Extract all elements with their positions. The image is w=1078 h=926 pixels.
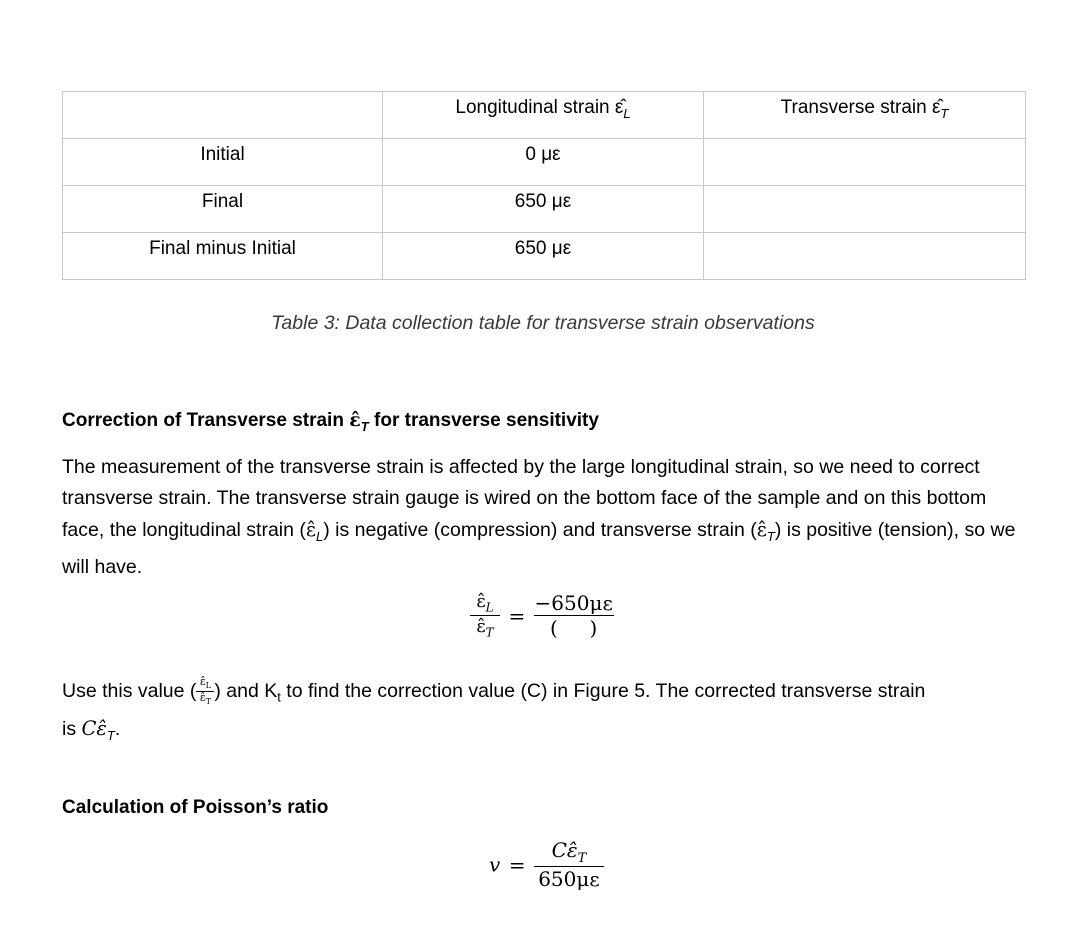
cell-longitudinal: 0 με — [383, 139, 704, 186]
cell-transverse — [704, 233, 1026, 280]
strain-ratio-equation — [470, 591, 630, 651]
row-label: Final minus Initial — [63, 233, 383, 280]
inline-ratio-fraction: $\frac{\varepsilon̂_L}{\varepsilon̂_T}$ — [196, 676, 214, 707]
cell-transverse — [704, 186, 1026, 233]
data-collection-table — [62, 91, 1026, 280]
cell-transverse — [704, 139, 1026, 186]
poisson-ratio-equation — [489, 838, 604, 891]
equals-sign: = — [508, 852, 526, 877]
rhs-numerator: −650με — [534, 591, 613, 615]
correction-paragraph: The measurement of the transverse strain is affected by the large longitudinal strain, so we need to correct transverse strain. The transverse strain gauge is wired on the bottom face of the sample and on this bottom face, the longitudinal strain $(\varepsilon̂_L)$ is negative (compression) and transverse strain $(\varepsilon̂_T)$ is positive (tension), so we will have. — [62, 456, 1016, 578]
equals-sign: = — [508, 603, 526, 628]
poisson-denominator: 650με — [534, 866, 604, 891]
poisson-fraction: $\frac{C\varepsilon̂_T}{650\mu\varepsilon}$ — [534, 838, 604, 891]
section-heading-poisson: Calculation of Poisson’s ratio — [62, 797, 329, 818]
table-header-row — [63, 92, 1026, 139]
row-label: Final — [63, 186, 383, 233]
cell-longitudinal: 650 με — [383, 186, 704, 233]
table-row — [63, 186, 1026, 233]
table-row — [63, 139, 1026, 186]
rhs-fraction — [534, 591, 614, 640]
table-row — [63, 233, 1026, 280]
cell-longitudinal: 650 με — [383, 233, 704, 280]
use-value-sentence: Use this value ( $\frac{\varepsilon̂_L}{\varepsilon̂_T}$ ) and $K_t$ to find the correction value (C) in Figure 5. The corrected transverse strain — [62, 675, 926, 707]
poisson-symbol: v — [489, 852, 501, 877]
strain-ratio-fraction: $\frac{\varepsilon̂_L}{\varepsilon̂_T}$ — [470, 591, 500, 639]
rhs-denominator-blank: ( ) — [534, 615, 614, 640]
row-label: Initial — [63, 139, 383, 186]
section-heading-correction: Correction of Transverse strain $\varepsilon̂_T$ for transverse sensitivity — [62, 409, 599, 434]
corrected-strain-sentence: is $C\varepsilon̂_T$. — [62, 717, 121, 743]
header-cell-longitudinal: Longitudinal strain $\varepsilon̂_L$ — [383, 92, 704, 139]
table-caption: Table 3: Data collection table for transverse strain observations — [271, 312, 815, 334]
header-cell-empty — [63, 92, 383, 139]
header-cell-transverse: Transverse strain $\varepsilon̂_T$ — [704, 92, 1026, 139]
